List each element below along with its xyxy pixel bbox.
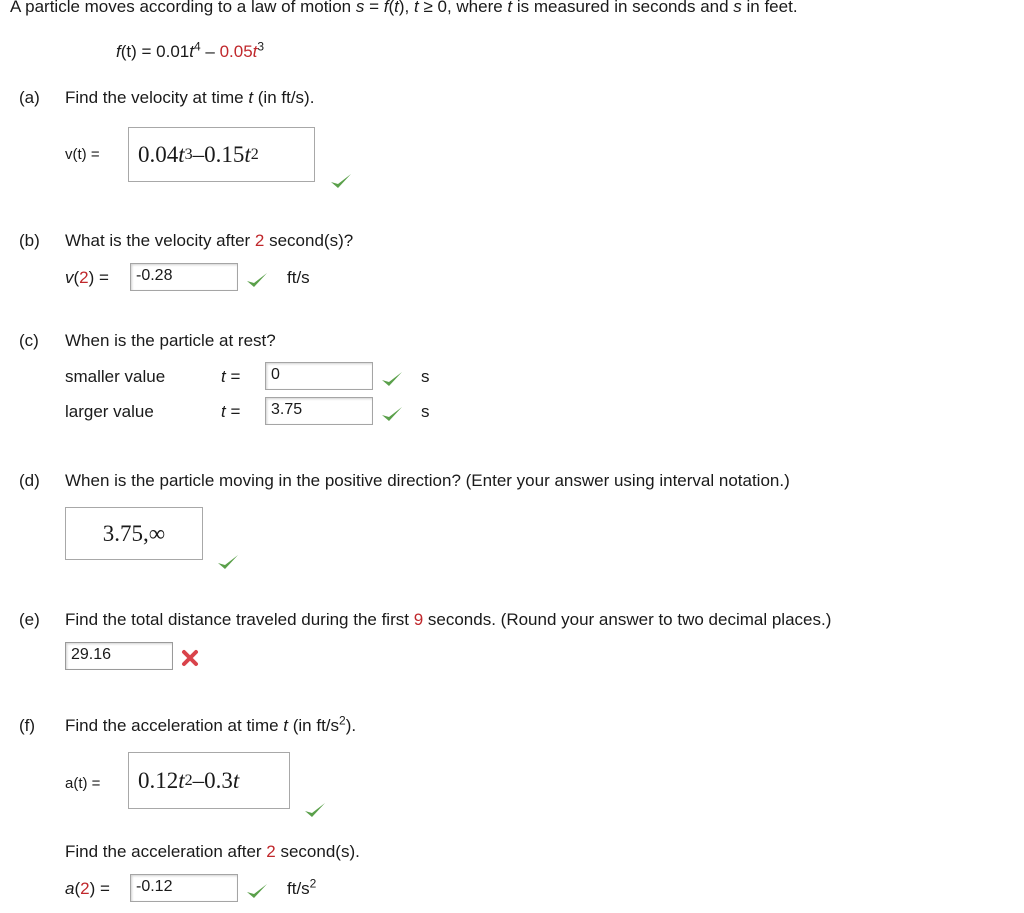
answer-term: 0.3 [204,767,233,793]
distance-input[interactable]: 29.16 [65,642,173,670]
question-text: What is the velocity after [65,231,255,250]
question-text: Find the acceleration at time [65,716,284,735]
eq-sign: = [230,402,241,421]
answer-var: t [232,767,240,793]
answer-var: t [244,141,251,167]
part-f-label: (f) [19,716,36,735]
smaller-value-label: smaller value [65,367,166,386]
part-a-question [65,88,314,108]
acceleration-at-2-input[interactable]: -0.12 [130,874,238,902]
larger-value-label: larger value [65,402,154,421]
var-v: v [65,268,74,287]
intro-eq: = [364,0,384,16]
lhs-number: 2 [80,879,90,898]
intro-text: in feet. [741,0,798,16]
question-text: Find the acceleration after [65,842,267,861]
correct-check-icon [246,271,268,289]
correct-check-icon [330,172,352,190]
part-a-lhs [65,146,100,163]
question-text: ). [345,716,357,735]
answer-term: 0.15 [204,141,245,167]
var-t: t [248,88,254,107]
correct-check-icon [381,370,403,388]
part-f-question [65,713,357,736]
func-arg: (t) [120,42,137,61]
intro-text: is measured in seconds and [512,0,734,16]
unit-label: s [421,367,430,386]
part-d-label: (d) [19,471,40,490]
part-c-label: (c) [19,331,39,350]
func-eq: = [136,42,157,61]
interval-answer: 3.75,∞ [102,520,166,546]
lhs-v: v(t) [65,146,87,163]
intro-paren-close: ), [398,0,410,16]
paren: ) [89,879,96,898]
var-s: s [355,0,365,16]
func-term1: 0.01 [156,42,190,61]
unit-label: ft/s [287,268,310,287]
unit-text: ft/s [287,879,310,898]
question-text: (in ft/s). [253,88,315,107]
eq-sign: = [100,879,110,898]
intro-text: A particle moves according to a law of motion [10,0,356,16]
eq-sign: = [91,775,101,792]
question-text: (in ft/s [288,716,340,735]
func-var: t [252,42,258,61]
question-text: second(s). [275,842,360,861]
answer-term: 0.04 [138,141,179,167]
unit-label: s [421,402,430,421]
func-term2: 0.05 [219,42,253,61]
rest-smaller-input[interactable]: 0 [265,362,373,390]
eq-sign: = [99,268,109,287]
unit-exp: 2 [309,876,317,891]
rest-t-lhs [221,367,240,387]
answer-var: t [178,767,185,793]
rest-larger-input[interactable]: 3.75 [265,397,373,425]
correct-check-icon [217,553,239,571]
question-number: 2 [254,231,265,250]
problem-statement [10,0,798,17]
unit-exp: 2 [339,713,346,728]
func-minus: – [200,42,220,61]
answer-var: t [178,141,185,167]
rest-t-lhs [221,402,240,422]
var-t: t [413,0,419,16]
func-exp: 4 [193,39,201,54]
part-f-sub-lhs [65,879,110,899]
interval-answer-box[interactable] [65,507,203,560]
var-a: a [65,879,75,898]
answer-minus: – [192,767,205,793]
paren: ( [73,268,80,287]
var-t: t [283,716,289,735]
intro-geq: ≥ 0, where [418,0,508,16]
function-definition [116,39,265,62]
velocity-at-2-input[interactable]: -0.28 [130,263,238,291]
part-f-sub-question [65,842,360,862]
intro-paren: ( [388,0,395,16]
part-a-label: (a) [19,88,40,107]
part-e-label: (e) [19,610,40,629]
incorrect-x-icon [181,649,199,667]
question-text: second(s)? [264,231,354,250]
paren: ) [88,268,95,287]
question-text: Find the total distance traveled during the first [65,610,414,629]
var-s: s [733,0,742,16]
question-text: Find the velocity at time [65,88,249,107]
lhs-a: a(t) [65,775,88,792]
part-b-question [65,231,353,251]
question-number: 9 [413,610,424,629]
acceleration-answer-box[interactable]: 0.12 t 2 – 0.3 t [128,752,290,809]
part-f-lhs [65,775,100,792]
part-b-lhs [65,268,109,288]
func-var: t [189,42,194,61]
var-t: t [221,402,226,421]
correct-check-icon [381,405,403,423]
unit-label [287,876,317,899]
part-d-question: When is the particle moving in the positive direction? (Enter your answer using interval notation.) [65,471,790,490]
paren: ( [74,879,81,898]
var-t: t [507,0,513,16]
answer-minus: – [192,141,205,167]
part-e-question [65,610,831,630]
var-t: t [394,0,399,16]
lhs-number: 2 [79,268,89,287]
part-c-question: When is the particle at rest? [65,331,276,350]
velocity-answer-box[interactable]: 0.04 t 3 – 0.15 t 2 [128,127,315,182]
eq-sign: = [230,367,241,386]
var-t: t [221,367,226,386]
part-b-label: (b) [19,231,40,250]
var-f: f [383,0,389,16]
correct-check-icon [246,882,268,900]
func-exp: 3 [257,39,265,54]
question-text: seconds. (Round your answer to two decimal places.) [423,610,832,629]
eq-sign: = [90,146,100,163]
correct-check-icon [304,801,326,819]
answer-term: 0.12 [138,767,179,793]
question-number: 2 [266,842,276,861]
func-f: f [116,42,121,61]
